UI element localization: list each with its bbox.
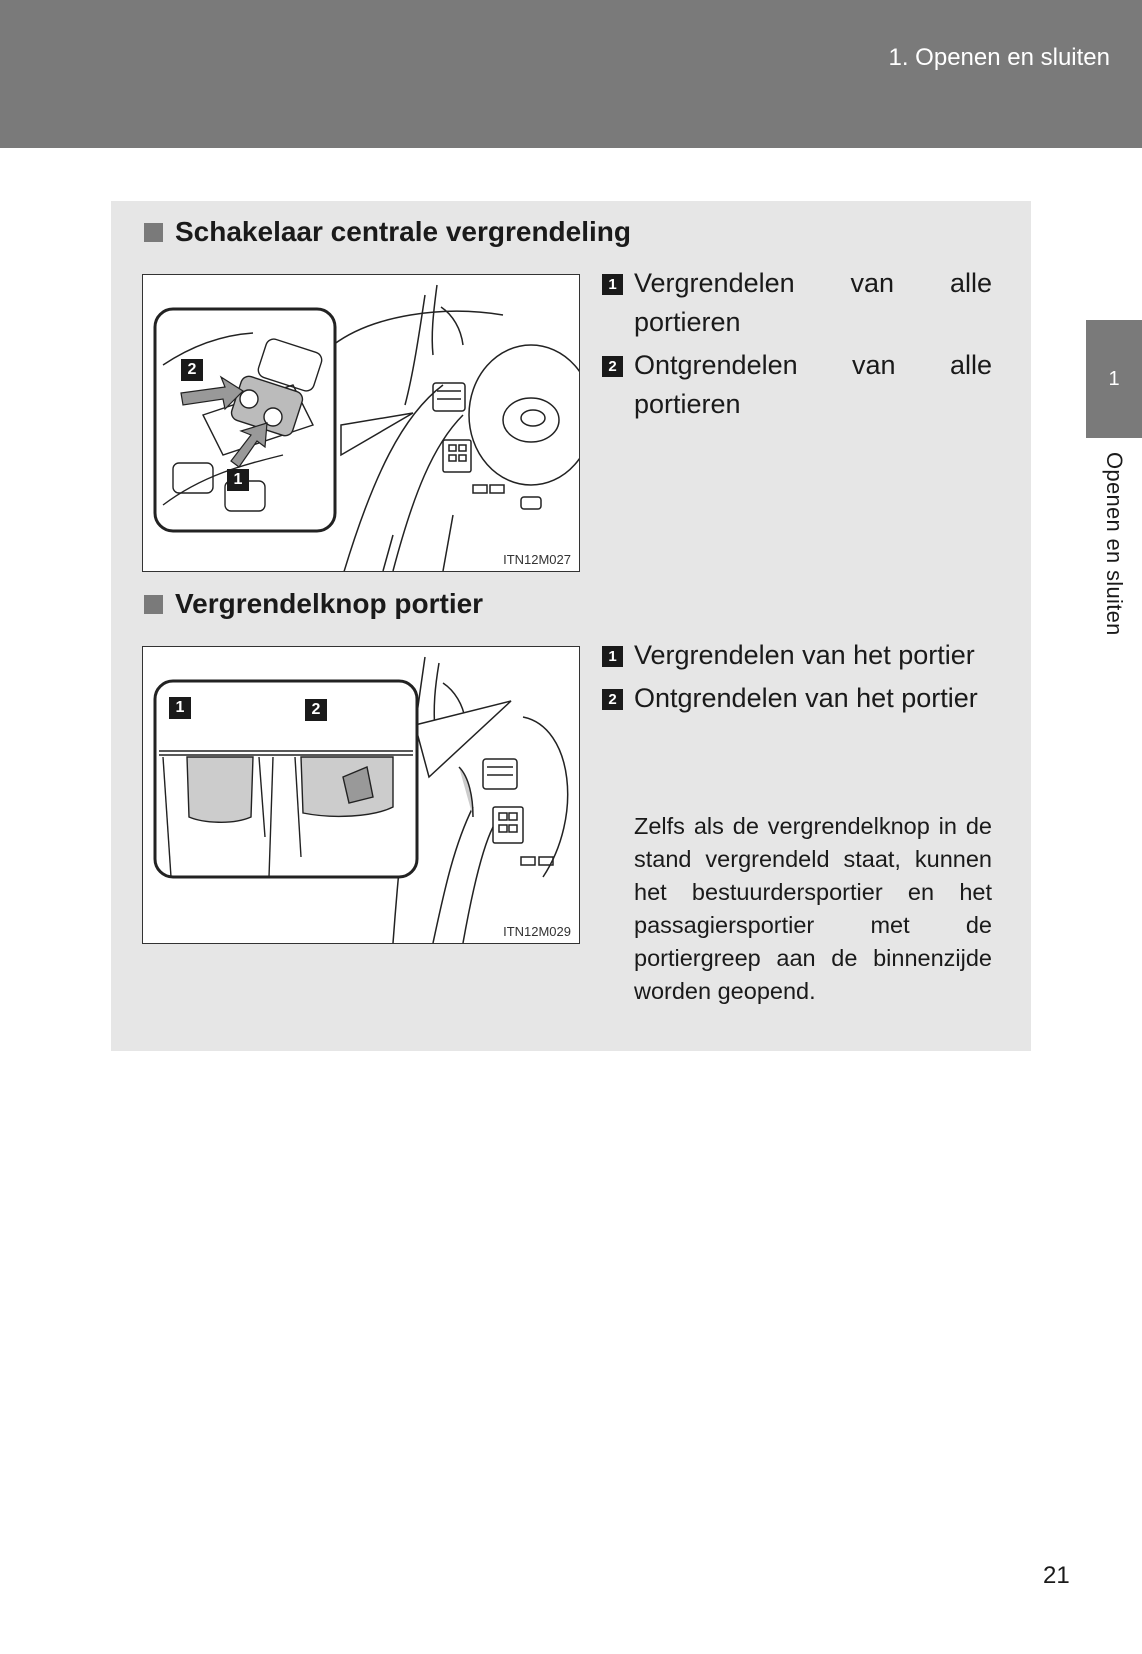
figure-central-lock-switch (142, 274, 580, 572)
chapter-tab-number: 1 (1108, 368, 1120, 390)
central-lock-illustration (143, 275, 579, 571)
figure-badge-2: 2 (305, 699, 327, 721)
list-item (602, 264, 992, 342)
item-text: Ontgrendelen van alle portieren (634, 350, 992, 419)
item-number-badge: 2 (602, 356, 623, 377)
list-item (602, 346, 992, 424)
note-paragraph: Zelfs als de vergrendelknop in de stand vergrendeld staat, kunnen het bestuurdersportier en het passagiersportier met de portiergreep aan de binnenzijde worden geopend. (634, 813, 992, 1004)
item-text: Vergrendelen van alle portieren (634, 268, 992, 337)
item-number-badge: 2 (602, 689, 623, 710)
figure-badge-2: 2 (181, 359, 203, 381)
section-heading-door-lock-knob (144, 588, 483, 620)
list-item (602, 679, 992, 718)
figure-code: ITN12M029 (503, 924, 571, 939)
section-heading-text: Schakelaar centrale vergrendeling (175, 216, 631, 247)
section-heading-central-lock (144, 216, 631, 248)
section-heading-text: Vergrendelknop portier (175, 588, 484, 619)
figure-badge-1: 1 (227, 469, 249, 491)
item-number-badge: 1 (602, 274, 623, 295)
list-item (602, 636, 992, 675)
chapter-tab-label: Openen en sluiten (1102, 452, 1127, 636)
chapter-tab (1086, 320, 1142, 438)
square-bullet-icon (144, 595, 163, 614)
section1-item-list (602, 264, 992, 428)
figure-code: ITN12M027 (503, 552, 571, 567)
item-text: Vergrendelen van het portier (634, 640, 975, 670)
item-text: Ontgrendelen van het portier (634, 683, 978, 713)
figure-door-lock-knob (142, 646, 580, 944)
chapter-title: 1. Openen en sluiten (888, 44, 1110, 71)
item-number-badge: 1 (602, 646, 623, 667)
page-header (0, 0, 1142, 148)
page-number: 21 (1043, 1562, 1070, 1589)
door-lock-knob-illustration (143, 647, 579, 943)
section2-item-list (602, 636, 992, 722)
figure-badge-1: 1 (169, 697, 191, 719)
square-bullet-icon (144, 223, 163, 242)
